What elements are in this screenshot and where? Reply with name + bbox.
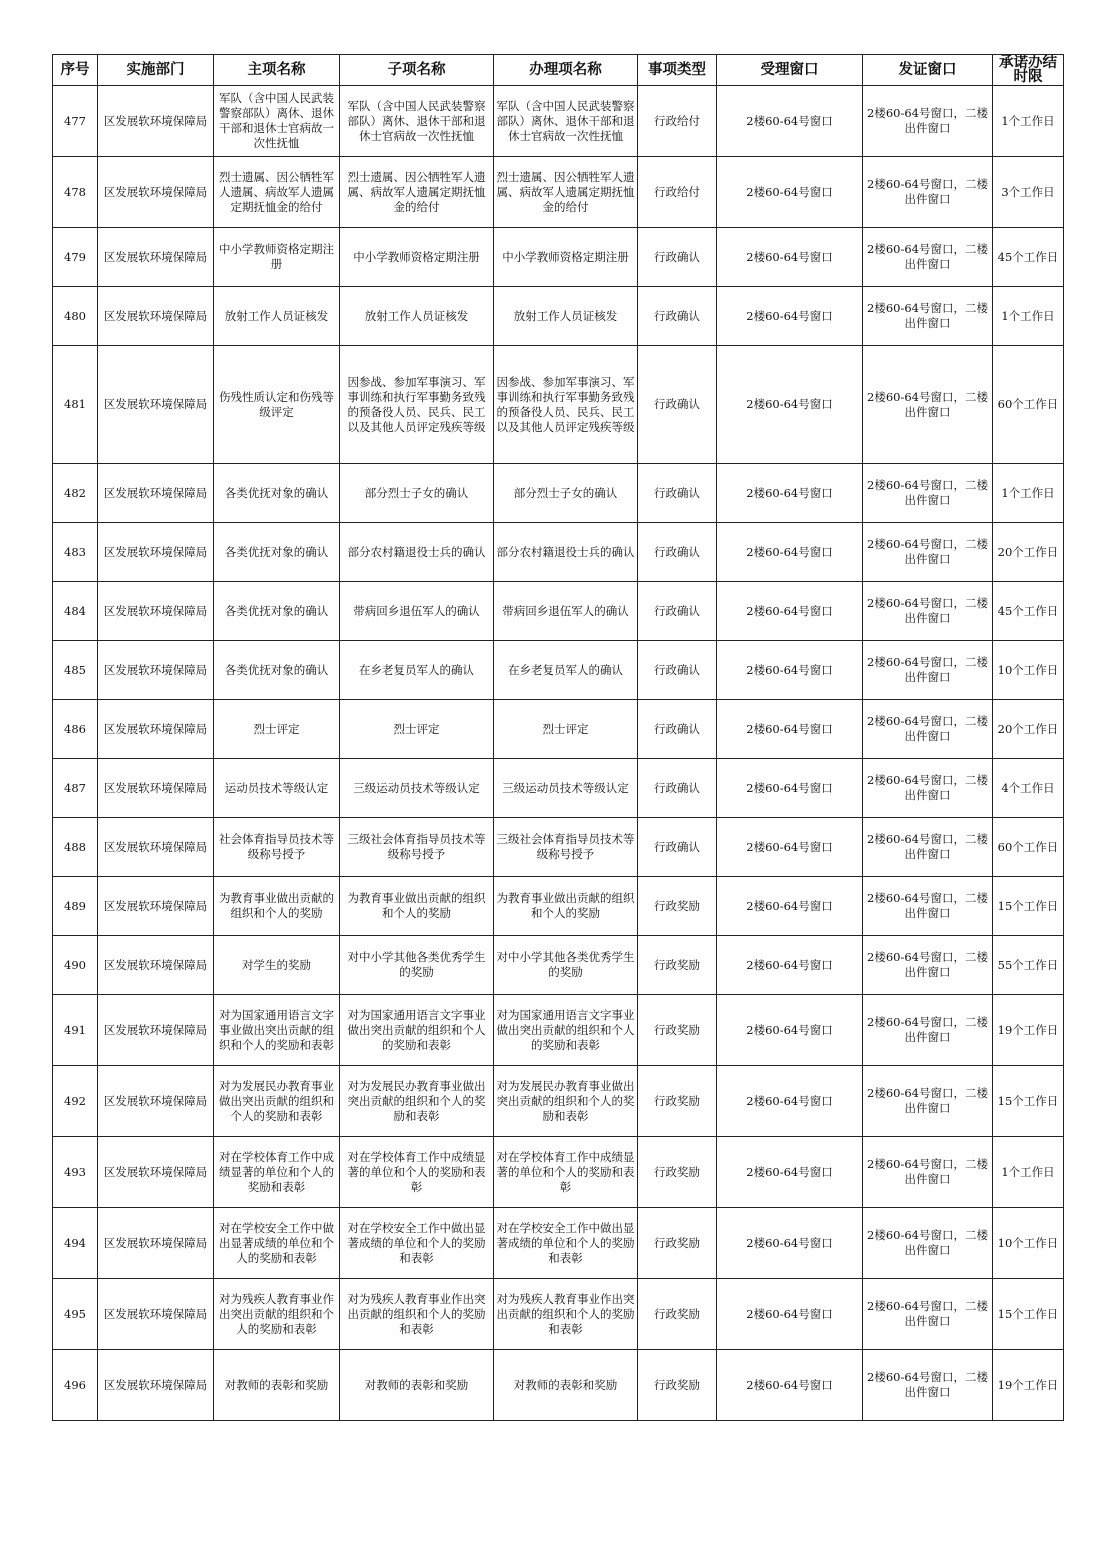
department: 区发展软环境保障局 [98, 1208, 214, 1279]
item-type: 行政奖励 [638, 1350, 717, 1421]
department: 区发展软环境保障局 [98, 759, 214, 818]
header-no: 序号 [53, 55, 98, 86]
sub-item-name: 因参战、参加军事演习、军事训练和执行军事勤务致残的预备役人员、民兵、民工以及其他人员评定残疾等级 [340, 346, 494, 464]
time-limit: 15个工作日 [993, 1066, 1064, 1137]
table-row [53, 346, 1064, 464]
department: 区发展软环境保障局 [98, 641, 214, 700]
time-limit: 60个工作日 [993, 818, 1064, 877]
item-type: 行政确认 [638, 228, 717, 287]
accept-window: 2楼60-64号窗口 [717, 818, 863, 877]
accept-window: 2楼60-64号窗口 [717, 995, 863, 1066]
table-row [53, 157, 1064, 228]
accept-window: 2楼60-64号窗口 [717, 936, 863, 995]
department: 区发展软环境保障局 [98, 1137, 214, 1208]
accept-window: 2楼60-64号窗口 [717, 700, 863, 759]
sub-item-name: 军队（含中国人民武装警察部队）离休、退休干部和退休士官病故一次性抚恤 [340, 86, 494, 157]
time-limit: 20个工作日 [993, 700, 1064, 759]
table-row [53, 1066, 1064, 1137]
issue-window: 2楼60-64号窗口，二楼出件窗口 [863, 523, 993, 582]
issue-window: 2楼60-64号窗口，二楼出件窗口 [863, 1208, 993, 1279]
accept-window: 2楼60-64号窗口 [717, 877, 863, 936]
main-item-name: 对为国家通用语言文字事业做出突出贡献的组织和个人的奖励和表彰 [214, 995, 340, 1066]
row-number: 495 [53, 1279, 98, 1350]
item-type: 行政确认 [638, 287, 717, 346]
item-type: 行政确认 [638, 818, 717, 877]
time-limit: 3个工作日 [993, 157, 1064, 228]
accept-window: 2楼60-64号窗口 [717, 523, 863, 582]
department: 区发展软环境保障局 [98, 995, 214, 1066]
item-type: 行政确认 [638, 523, 717, 582]
table-header-row [53, 55, 1064, 86]
main-item-name: 放射工作人员证核发 [214, 287, 340, 346]
sub-item-name: 对为发展民办教育事业做出突出贡献的组织和个人的奖励和表彰 [340, 1066, 494, 1137]
handling-item-name: 对教师的表彰和奖励 [494, 1350, 638, 1421]
handling-item-name: 对为国家通用语言文字事业做出突出贡献的组织和个人的奖励和表彰 [494, 995, 638, 1066]
main-item-name: 中小学教师资格定期注册 [214, 228, 340, 287]
time-limit: 60个工作日 [993, 346, 1064, 464]
issue-window: 2楼60-64号窗口，二楼出件窗口 [863, 877, 993, 936]
sub-item-name: 三级运动员技术等级认定 [340, 759, 494, 818]
service-items-table [52, 54, 1064, 1421]
time-limit: 1个工作日 [993, 464, 1064, 523]
table-row [53, 1350, 1064, 1421]
table-row [53, 877, 1064, 936]
accept-window: 2楼60-64号窗口 [717, 1350, 863, 1421]
time-limit: 1个工作日 [993, 86, 1064, 157]
table-row [53, 700, 1064, 759]
time-limit: 19个工作日 [993, 1350, 1064, 1421]
main-item-name: 对学生的奖励 [214, 936, 340, 995]
issue-window: 2楼60-64号窗口，二楼出件窗口 [863, 1350, 993, 1421]
accept-window: 2楼60-64号窗口 [717, 346, 863, 464]
accept-window: 2楼60-64号窗口 [717, 1279, 863, 1350]
main-item-name: 军队（含中国人民武装警察部队）离休、退休干部和退休士官病故一次性抚恤 [214, 86, 340, 157]
main-item-name: 对教师的表彰和奖励 [214, 1350, 340, 1421]
item-type: 行政给付 [638, 157, 717, 228]
table-row [53, 228, 1064, 287]
time-limit: 20个工作日 [993, 523, 1064, 582]
accept-window: 2楼60-64号窗口 [717, 228, 863, 287]
department: 区发展软环境保障局 [98, 287, 214, 346]
handling-item-name: 烈士评定 [494, 700, 638, 759]
time-limit: 55个工作日 [993, 936, 1064, 995]
department: 区发展软环境保障局 [98, 1066, 214, 1137]
accept-window: 2楼60-64号窗口 [717, 641, 863, 700]
issue-window: 2楼60-64号窗口，二楼出件窗口 [863, 346, 993, 464]
handling-item-name: 烈士遗属、因公牺牲军人遗属、病故军人遗属定期抚恤金的给付 [494, 157, 638, 228]
item-type: 行政确认 [638, 641, 717, 700]
item-type: 行政确认 [638, 582, 717, 641]
main-item-name: 伤残性质认定和伤残等级评定 [214, 346, 340, 464]
accept-window: 2楼60-64号窗口 [717, 1208, 863, 1279]
handling-item-name: 军队（含中国人民武装警察部队）离休、退休干部和退休士官病故一次性抚恤 [494, 86, 638, 157]
table-row [53, 995, 1064, 1066]
row-number: 494 [53, 1208, 98, 1279]
sub-item-name: 带病回乡退伍军人的确认 [340, 582, 494, 641]
table-row [53, 641, 1064, 700]
row-number: 485 [53, 641, 98, 700]
header-department: 实施部门 [98, 55, 214, 86]
department: 区发展软环境保障局 [98, 818, 214, 877]
item-type: 行政确认 [638, 464, 717, 523]
department: 区发展软环境保障局 [98, 877, 214, 936]
main-item-name: 各类优抚对象的确认 [214, 464, 340, 523]
department: 区发展软环境保障局 [98, 936, 214, 995]
sub-item-name: 对为残疾人教育事业作出突出贡献的组织和个人的奖励和表彰 [340, 1279, 494, 1350]
item-type: 行政奖励 [638, 936, 717, 995]
table-row [53, 1279, 1064, 1350]
main-item-name: 各类优抚对象的确认 [214, 523, 340, 582]
issue-window: 2楼60-64号窗口，二楼出件窗口 [863, 157, 993, 228]
main-item-name: 各类优抚对象的确认 [214, 641, 340, 700]
handling-item-name: 因参战、参加军事演习、军事训练和执行军事勤务致残的预备役人员、民兵、民工以及其他人员评定残疾等级 [494, 346, 638, 464]
issue-window: 2楼60-64号窗口，二楼出件窗口 [863, 936, 993, 995]
row-number: 488 [53, 818, 98, 877]
sub-item-name: 对在学校体育工作中成绩显著的单位和个人的奖励和表彰 [340, 1137, 494, 1208]
issue-window: 2楼60-64号窗口，二楼出件窗口 [863, 700, 993, 759]
handling-item-name: 三级社会体育指导员技术等级称号授予 [494, 818, 638, 877]
department: 区发展软环境保障局 [98, 464, 214, 523]
sub-item-name: 对为国家通用语言文字事业做出突出贡献的组织和个人的奖励和表彰 [340, 995, 494, 1066]
sub-item-name: 部分农村籍退役士兵的确认 [340, 523, 494, 582]
table-row [53, 464, 1064, 523]
row-number: 478 [53, 157, 98, 228]
issue-window: 2楼60-64号窗口，二楼出件窗口 [863, 1137, 993, 1208]
main-item-name: 对在学校安全工作中做出显著成绩的单位和个人的奖励和表彰 [214, 1208, 340, 1279]
header-sub-item: 子项名称 [340, 55, 494, 86]
sub-item-name: 在乡老复员军人的确认 [340, 641, 494, 700]
row-number: 487 [53, 759, 98, 818]
main-item-name: 对在学校体育工作中成绩显著的单位和个人的奖励和表彰 [214, 1137, 340, 1208]
table-row [53, 86, 1064, 157]
header-item-type: 事项类型 [638, 55, 717, 86]
item-type: 行政奖励 [638, 1208, 717, 1279]
table-row [53, 287, 1064, 346]
sub-item-name: 对教师的表彰和奖励 [340, 1350, 494, 1421]
sub-item-name: 放射工作人员证核发 [340, 287, 494, 346]
item-type: 行政确认 [638, 700, 717, 759]
row-number: 484 [53, 582, 98, 641]
department: 区发展软环境保障局 [98, 1279, 214, 1350]
time-limit: 10个工作日 [993, 641, 1064, 700]
sub-item-name: 烈士遗属、因公牺牲军人遗属、病故军人遗属定期抚恤金的给付 [340, 157, 494, 228]
handling-item-name: 部分烈士子女的确认 [494, 464, 638, 523]
table-row [53, 936, 1064, 995]
accept-window: 2楼60-64号窗口 [717, 582, 863, 641]
sub-item-name: 烈士评定 [340, 700, 494, 759]
main-item-name: 运动员技术等级认定 [214, 759, 340, 818]
time-limit: 45个工作日 [993, 228, 1064, 287]
time-limit: 15个工作日 [993, 1279, 1064, 1350]
accept-window: 2楼60-64号窗口 [717, 1066, 863, 1137]
header-main-item: 主项名称 [214, 55, 340, 86]
department: 区发展软环境保障局 [98, 346, 214, 464]
main-item-name: 为教育事业做出贡献的组织和个人的奖励 [214, 877, 340, 936]
item-type: 行政确认 [638, 346, 717, 464]
main-item-name: 各类优抚对象的确认 [214, 582, 340, 641]
row-number: 492 [53, 1066, 98, 1137]
item-type: 行政奖励 [638, 1137, 717, 1208]
row-number: 482 [53, 464, 98, 523]
issue-window: 2楼60-64号窗口，二楼出件窗口 [863, 86, 993, 157]
item-type: 行政奖励 [638, 1066, 717, 1137]
department: 区发展软环境保障局 [98, 157, 214, 228]
time-limit: 10个工作日 [993, 1208, 1064, 1279]
issue-window: 2楼60-64号窗口，二楼出件窗口 [863, 1279, 993, 1350]
time-limit: 1个工作日 [993, 1137, 1064, 1208]
main-item-name: 烈士遗属、因公牺牲军人遗属、病故军人遗属定期抚恤金的给付 [214, 157, 340, 228]
department: 区发展软环境保障局 [98, 228, 214, 287]
row-number: 479 [53, 228, 98, 287]
time-limit: 15个工作日 [993, 877, 1064, 936]
item-type: 行政奖励 [638, 1279, 717, 1350]
row-number: 496 [53, 1350, 98, 1421]
accept-window: 2楼60-64号窗口 [717, 759, 863, 818]
department: 区发展软环境保障局 [98, 86, 214, 157]
time-limit: 4个工作日 [993, 759, 1064, 818]
handling-item-name: 对在学校体育工作中成绩显著的单位和个人的奖励和表彰 [494, 1137, 638, 1208]
row-number: 481 [53, 346, 98, 464]
handling-item-name: 对在学校安全工作中做出显著成绩的单位和个人的奖励和表彰 [494, 1208, 638, 1279]
handling-item-name: 三级运动员技术等级认定 [494, 759, 638, 818]
accept-window: 2楼60-64号窗口 [717, 287, 863, 346]
issue-window: 2楼60-64号窗口，二楼出件窗口 [863, 464, 993, 523]
table-row [53, 1208, 1064, 1279]
row-number: 493 [53, 1137, 98, 1208]
issue-window: 2楼60-64号窗口，二楼出件窗口 [863, 995, 993, 1066]
sub-item-name: 对中小学其他各类优秀学生的奖励 [340, 936, 494, 995]
accept-window: 2楼60-64号窗口 [717, 86, 863, 157]
sub-item-name: 为教育事业做出贡献的组织和个人的奖励 [340, 877, 494, 936]
issue-window: 2楼60-64号窗口，二楼出件窗口 [863, 287, 993, 346]
main-item-name: 对为发展民办教育事业做出突出贡献的组织和个人的奖励和表彰 [214, 1066, 340, 1137]
item-type: 行政给付 [638, 86, 717, 157]
item-type: 行政确认 [638, 759, 717, 818]
handling-item-name: 对为发展民办教育事业做出突出贡献的组织和个人的奖励和表彰 [494, 1066, 638, 1137]
department: 区发展软环境保障局 [98, 582, 214, 641]
accept-window: 2楼60-64号窗口 [717, 157, 863, 228]
sub-item-name: 三级社会体育指导员技术等级称号授予 [340, 818, 494, 877]
row-number: 486 [53, 700, 98, 759]
header-handling-item: 办理项名称 [494, 55, 638, 86]
sub-item-name: 对在学校安全工作中做出显著成绩的单位和个人的奖励和表彰 [340, 1208, 494, 1279]
sub-item-name: 中小学教师资格定期注册 [340, 228, 494, 287]
handling-item-name: 对中小学其他各类优秀学生的奖励 [494, 936, 638, 995]
main-item-name: 对为残疾人教育事业作出突出贡献的组织和个人的奖励和表彰 [214, 1279, 340, 1350]
issue-window: 2楼60-64号窗口，二楼出件窗口 [863, 641, 993, 700]
main-item-name: 社会体育指导员技术等级称号授予 [214, 818, 340, 877]
handling-item-name: 带病回乡退伍军人的确认 [494, 582, 638, 641]
handling-item-name: 放射工作人员证核发 [494, 287, 638, 346]
row-number: 480 [53, 287, 98, 346]
row-number: 489 [53, 877, 98, 936]
table-row [53, 582, 1064, 641]
department: 区发展软环境保障局 [98, 1350, 214, 1421]
row-number: 483 [53, 523, 98, 582]
time-limit: 45个工作日 [993, 582, 1064, 641]
handling-item-name: 为教育事业做出贡献的组织和个人的奖励 [494, 877, 638, 936]
table-row [53, 818, 1064, 877]
table-row [53, 523, 1064, 582]
handling-item-name: 部分农村籍退役士兵的确认 [494, 523, 638, 582]
handling-item-name: 在乡老复员军人的确认 [494, 641, 638, 700]
issue-window: 2楼60-64号窗口，二楼出件窗口 [863, 759, 993, 818]
row-number: 477 [53, 86, 98, 157]
item-type: 行政奖励 [638, 877, 717, 936]
sub-item-name: 部分烈士子女的确认 [340, 464, 494, 523]
issue-window: 2楼60-64号窗口，二楼出件窗口 [863, 818, 993, 877]
handling-item-name: 中小学教师资格定期注册 [494, 228, 638, 287]
accept-window: 2楼60-64号窗口 [717, 464, 863, 523]
handling-item-name: 对为残疾人教育事业作出突出贡献的组织和个人的奖励和表彰 [494, 1279, 638, 1350]
department: 区发展软环境保障局 [98, 523, 214, 582]
issue-window: 2楼60-64号窗口，二楼出件窗口 [863, 228, 993, 287]
row-number: 491 [53, 995, 98, 1066]
main-item-name: 烈士评定 [214, 700, 340, 759]
issue-window: 2楼60-64号窗口，二楼出件窗口 [863, 582, 993, 641]
table-row [53, 759, 1064, 818]
table-row [53, 1137, 1064, 1208]
accept-window: 2楼60-64号窗口 [717, 1137, 863, 1208]
issue-window: 2楼60-64号窗口，二楼出件窗口 [863, 1066, 993, 1137]
time-limit: 1个工作日 [993, 287, 1064, 346]
row-number: 490 [53, 936, 98, 995]
header-time-limit: 承诺办结时限 [993, 55, 1064, 86]
time-limit: 19个工作日 [993, 995, 1064, 1066]
item-type: 行政奖励 [638, 995, 717, 1066]
header-accept-window: 受理窗口 [717, 55, 863, 86]
header-issue-window: 发证窗口 [863, 55, 993, 86]
department: 区发展软环境保障局 [98, 700, 214, 759]
